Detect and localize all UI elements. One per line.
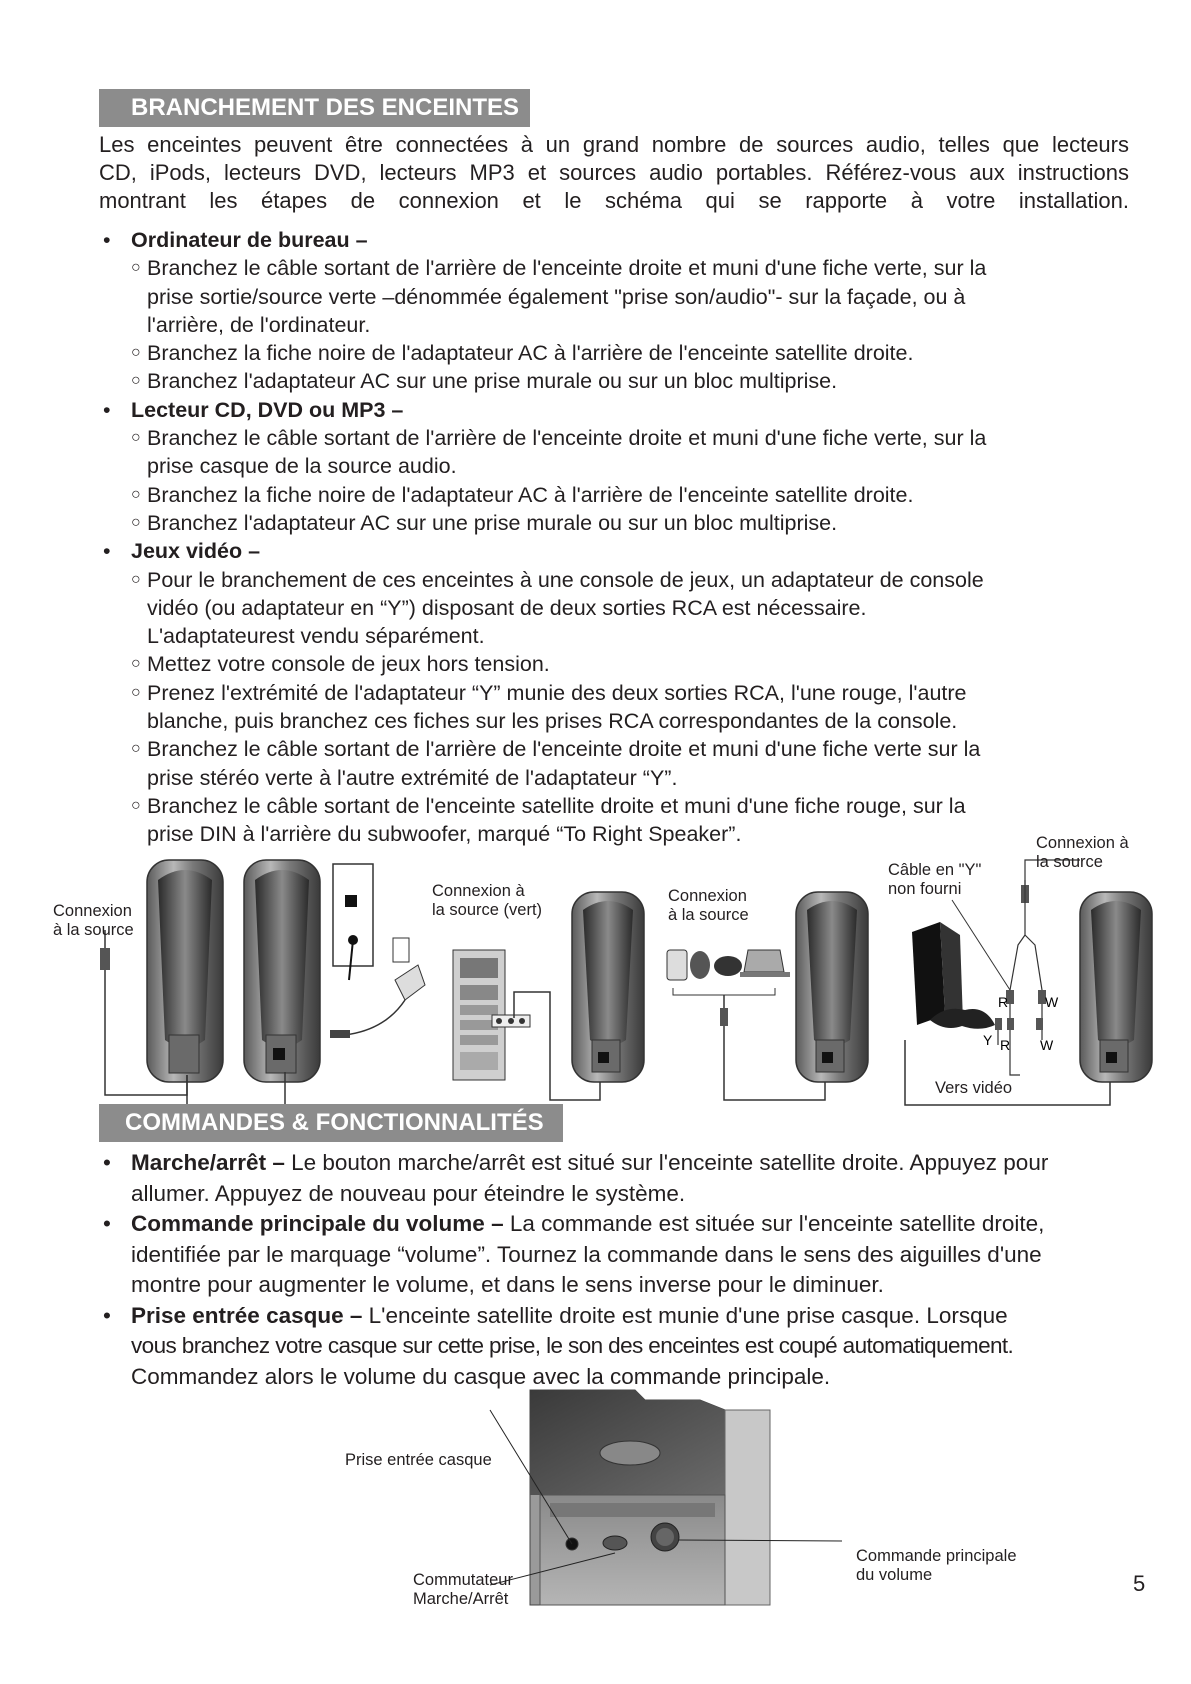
list-step: ○ Prenez l'extrémité de l'adaptateur “Y” munie des deux sorties RCA, l'une rouge, l'autre blanche, puis branchez ces fiches sur les prises RCA correspondantes de la console. bbox=[131, 680, 967, 734]
rca-label-y: Y bbox=[983, 1032, 993, 1048]
speaker-right-icon bbox=[244, 860, 320, 1082]
intro-line: CD, iPods, lecteurs DVD, lecteurs MP3 et sources audio portables. Référez-vous aux instructions bbox=[99, 160, 1129, 185]
intro-line: montrant les étapes de connexion et le schéma qui se rapporte à votre installation. bbox=[99, 188, 1129, 213]
list-step: ○ Mettez votre console de jeux hors tension. bbox=[131, 652, 550, 677]
connection-instructions bbox=[99, 226, 1134, 849]
wall-outlet-icon bbox=[333, 864, 373, 980]
intro-paragraph bbox=[99, 131, 1129, 215]
label-vers-video: Vers vidéo bbox=[935, 1079, 1013, 1097]
connection-diagram bbox=[0, 840, 1191, 1115]
game-console-icon bbox=[912, 922, 995, 1029]
rca-label-r: R bbox=[998, 994, 1009, 1010]
volume-knob-icon bbox=[651, 1523, 679, 1551]
label-connexion-source-vert: Connexion à la source (vert) bbox=[432, 882, 543, 919]
stereo-system-icon bbox=[453, 950, 530, 1080]
list-item-volume: • Commande principale du volume – La commande est située sur l'enceinte satellite droite, identifiée par le marquage “volume”. Tournez la commande dans le sens des aiguilles d'une montre pour augmenter le volume, et dans le sens inverse pour le diminuer. bbox=[103, 1211, 1045, 1297]
item-title: Lecteur CD, DVD ou MP3 – bbox=[131, 397, 404, 422]
list-item-casque: • Prise entrée casque – L'enceinte satellite droite est munie d'une prise casque. Lorsque vous branchez votre casque sur cette prise, le son des enceintes est coupé automatiquement. Commandez alors le volume du casque avec la commande principale. bbox=[103, 1302, 1014, 1389]
label-connexion-source-mid: Connexion à la source bbox=[668, 887, 749, 924]
speaker-left-icon bbox=[147, 860, 223, 1082]
label-commande-volume: Commande principale du volume bbox=[856, 1547, 1017, 1584]
list-step: ○ Branchez le câble sortant de l'arrière de l'enceinte droite et muni d'une fiche verte, sur la prise casque de la source audio. bbox=[131, 426, 987, 479]
speaker-right3-icon bbox=[1080, 892, 1152, 1082]
power-switch-icon bbox=[603, 1536, 627, 1550]
portable-devices-icon bbox=[667, 950, 790, 980]
label-commutateur: Commutateur Marche/Arrêt bbox=[413, 1571, 513, 1608]
section-header-commandes: COMMANDES & FONCTIONNALITÉS bbox=[99, 1104, 563, 1142]
list-step: ○ Branchez le câble sortant de l'arrière de l'enceinte droite et muni d'une fiche verte, sur la prise sortie/source verte –dénommée également "prise son/audio"- sur la façade, ou à l'arrière, de l'ordinateur. bbox=[131, 256, 987, 337]
intro-line: Les enceintes peuvent être connectées à un grand nombre de sources audio, telles que lecteurs bbox=[99, 132, 1129, 157]
label-connexion-source-left: Connexion à la source bbox=[53, 902, 134, 939]
label-prise-entree-casque: Prise entrée casque bbox=[345, 1451, 492, 1469]
list-step: ○ Branchez la fiche noire de l'adaptateur AC à l'arrière de l'enceinte satellite droite. bbox=[131, 341, 914, 366]
list-item-lecteur: • Lecteur CD, DVD ou MP3 – bbox=[103, 397, 404, 422]
list-item-ordinateur: • Ordinateur de bureau – bbox=[103, 228, 368, 252]
item-title: Jeux vidéo – bbox=[131, 539, 261, 564]
list-step: ○ Branchez le câble sortant de l'enceinte satellite droite et muni d'une fiche rouge, sur la prise DIN à l'arrière du subwoofer, marqué “To Right Speaker”. bbox=[131, 793, 966, 847]
list-item-marche-arret: • Marche/arrêt – Le bouton marche/arrêt est situé sur l'enceinte satellite droite. Appuyez pour allumer. Appuyez de nouveau pour éteindre le système. bbox=[103, 1150, 1049, 1206]
rca-label-w: W bbox=[1045, 994, 1059, 1010]
speaker-right2-icon bbox=[796, 892, 868, 1082]
list-item-jeux-video: • Jeux vidéo – bbox=[103, 539, 261, 564]
item-title: Ordinateur de bureau – bbox=[131, 228, 368, 252]
section-header-branchement: BRANCHEMENT DES ENCEINTES bbox=[99, 89, 530, 127]
list-step: ○ Branchez le câble sortant de l'arrière de l'enceinte droite et muni d'une fiche verte sur la prise stéréo verte à l'autre extrémité de l'adaptateur “Y”. bbox=[131, 737, 981, 790]
page-number: 5 bbox=[1133, 1571, 1146, 1596]
list-step: ○ Branchez l'adaptateur AC sur une prise murale ou sur un bloc multiprise. bbox=[131, 369, 838, 394]
list-step: ○ Branchez la fiche noire de l'adaptateur AC à l'arrière de l'enceinte satellite droite. bbox=[131, 482, 914, 507]
label-cable-y: Câble en "Y" non fourni bbox=[888, 861, 982, 898]
controls-list bbox=[99, 1148, 1134, 1392]
label-connexion-source-right: Connexion à la source bbox=[1036, 834, 1129, 871]
list-step: ○ Pour le branchement de ces enceintes à une console de jeux, un adaptateur de console vidéo (ou adaptateur en “Y”) disposant de deux sorties RCA est nécessaire. L'adaptateurest vendu séparément. bbox=[131, 567, 984, 649]
speaker-center-icon bbox=[572, 892, 644, 1082]
list-step: ○ Branchez l'adaptateur AC sur une prise murale ou sur un bloc multiprise. bbox=[131, 510, 838, 535]
rca-label-r: R bbox=[1000, 1037, 1011, 1053]
rca-label-w: W bbox=[1040, 1037, 1054, 1053]
